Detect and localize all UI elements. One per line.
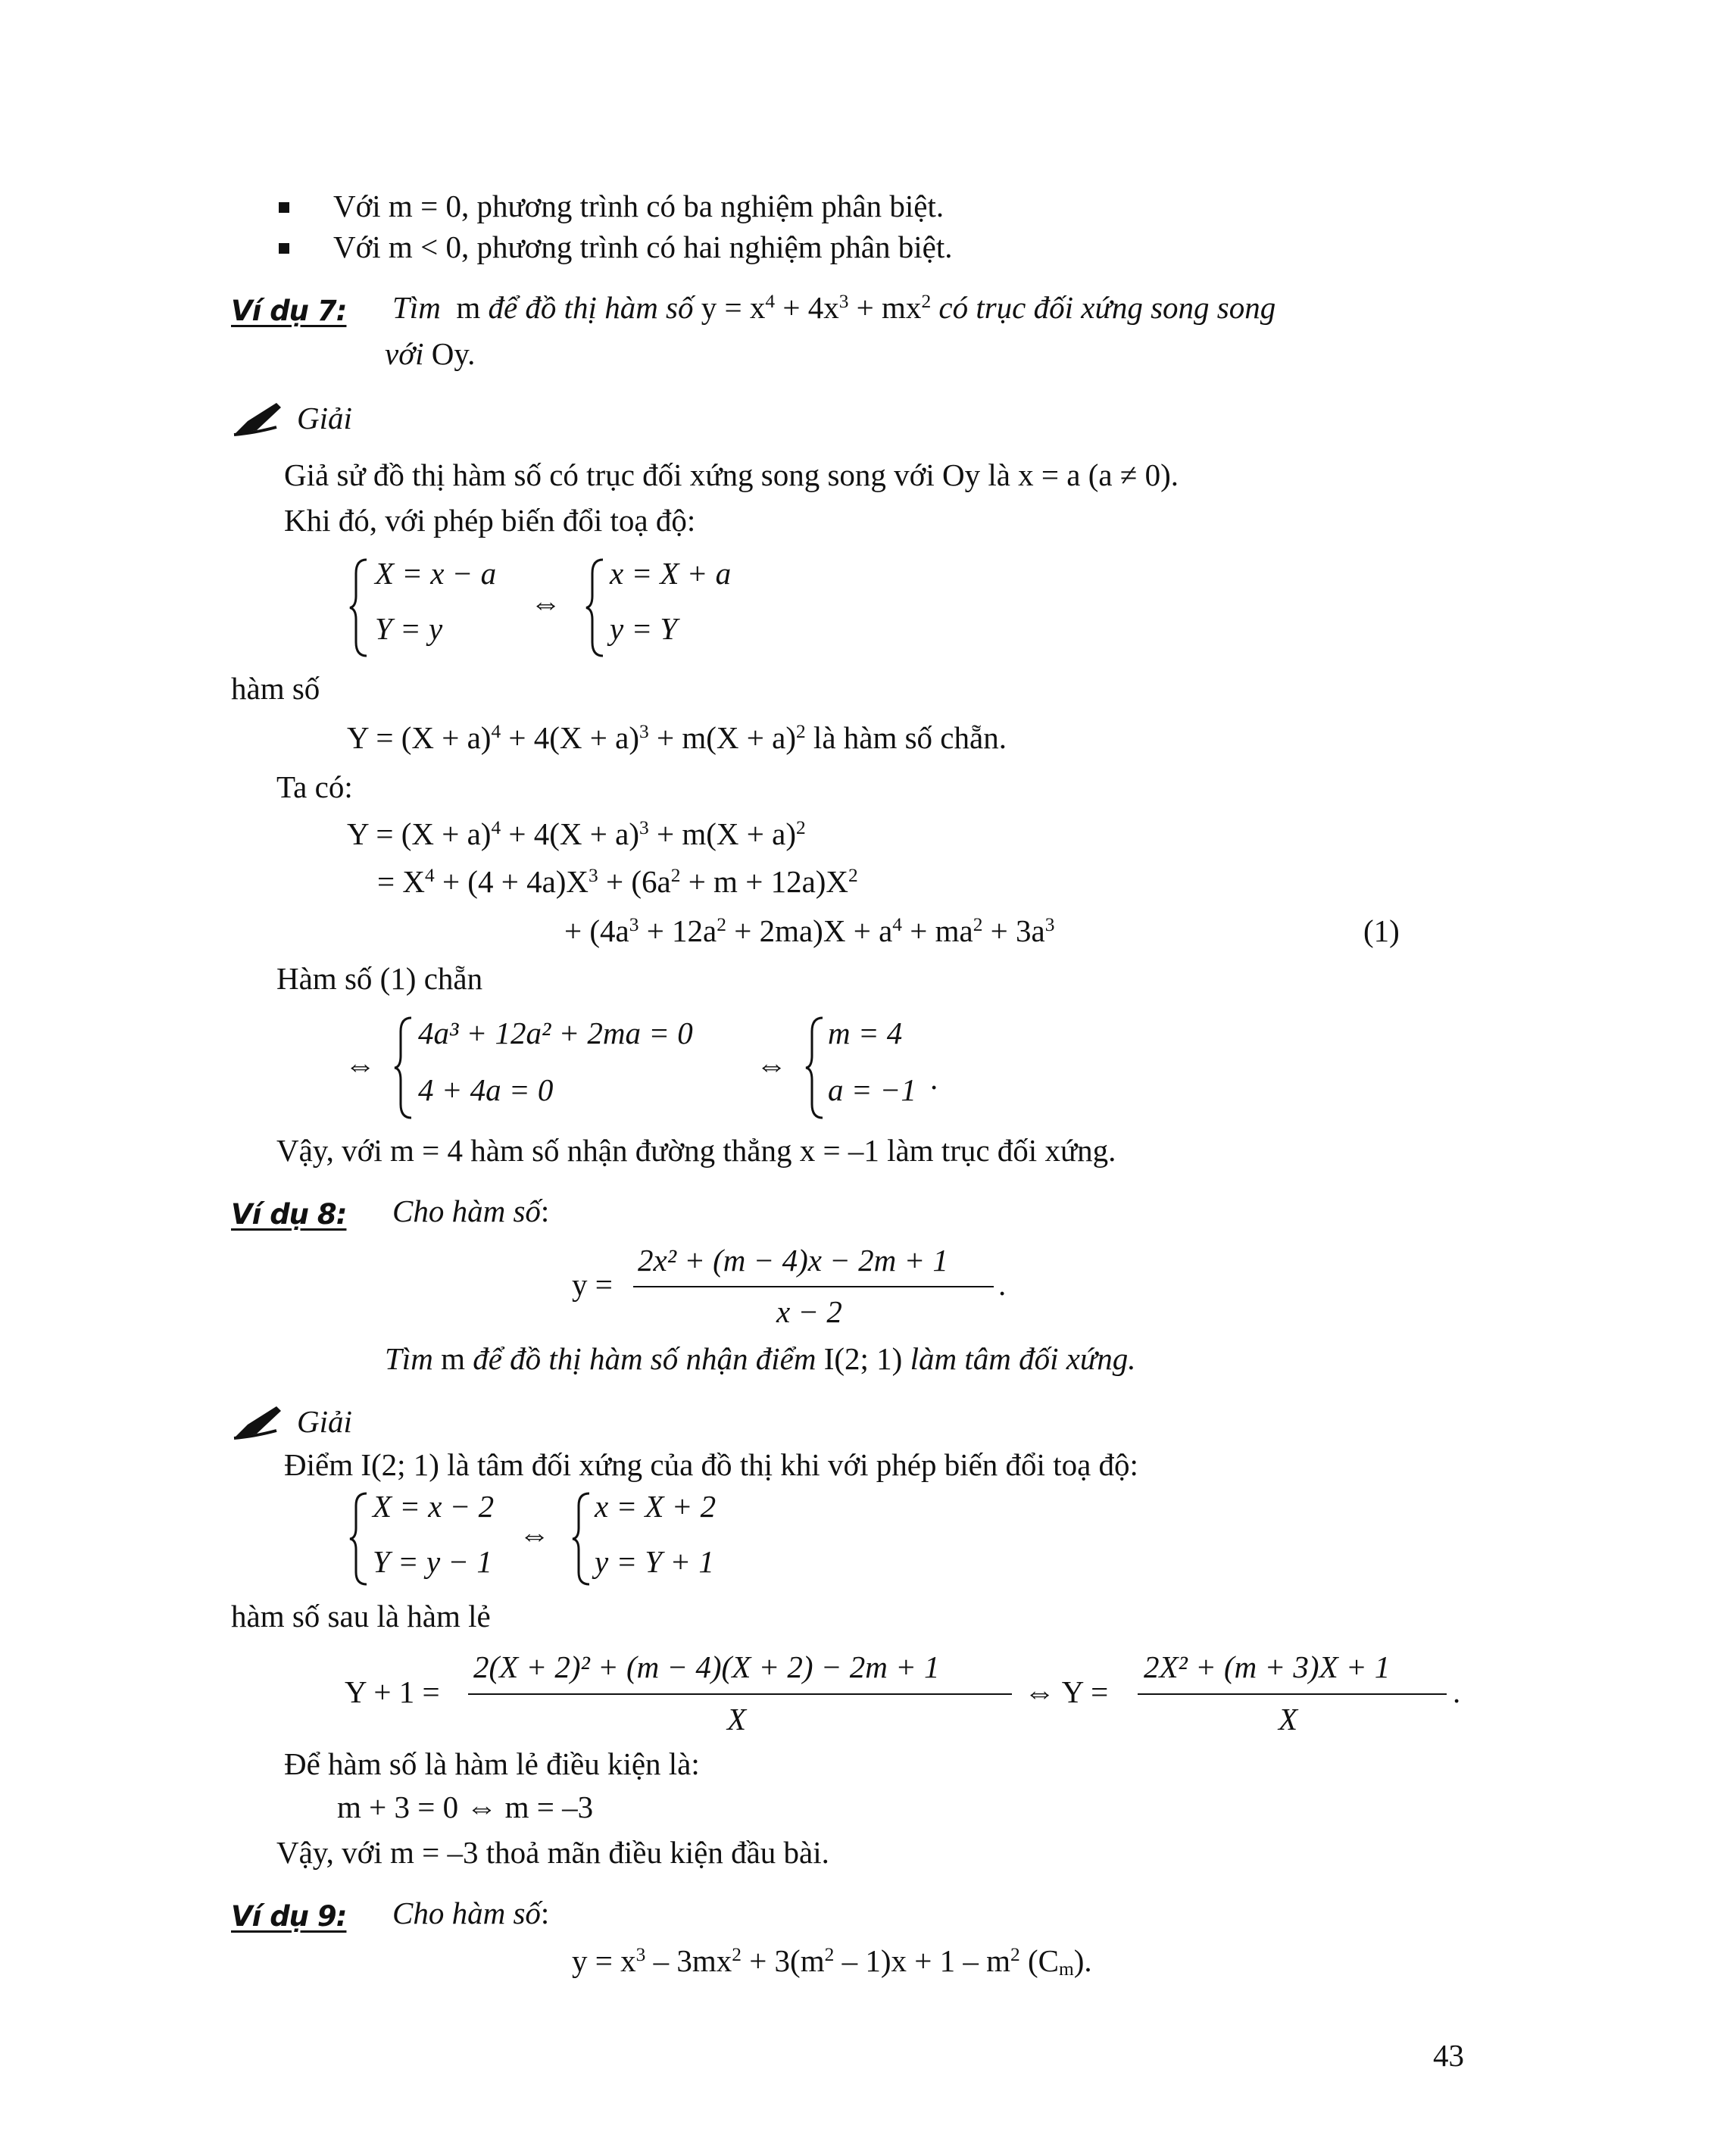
system-line: 4a³ + 12a² + 2ma = 0 [418,1016,693,1050]
system-line: 4 + 4a = 0 [418,1072,554,1107]
paragraph: Vậy, với m = 4 hàm số nhận đường thẳng x = –1 làm trục đối xứng. [276,1133,1116,1168]
left-brace-icon [803,1015,826,1121]
example-8-statement: Cho hàm số: [392,1194,550,1228]
example-label: Ví dụ 7: [231,295,347,327]
equivalence-symbol: ⇔ [345,1047,376,1082]
fraction-bar [468,1693,1012,1695]
solution-label: Giải [297,1404,352,1439]
paragraph: Vậy, với m = –3 thoả mãn điều kiện đầu bài. [276,1835,829,1870]
equation-number: (1) [1363,913,1400,948]
left-brace-icon [583,557,606,659]
example-8-heading [231,1195,346,1232]
fraction-numerator: 2X² + (m + 3)X + 1 [1144,1649,1391,1684]
paragraph: Hàm số (1) chẵn [276,961,483,996]
left-brace-icon [347,557,370,659]
example-label: Ví dụ 8: [231,1198,347,1231]
equation-line: $Y = (X + a)^4 + 4(X + a)^3 + m(X + a)^2$ [347,816,806,851]
left-brace-icon [570,1490,592,1587]
system-line: m = 4 [828,1016,903,1050]
fraction-bar [1138,1693,1447,1695]
system-line: Y = y [375,611,443,646]
paragraph: Khi đó, với phép biến đổi toạ độ: [284,503,696,538]
system-line: x = X + a [610,556,732,591]
example-8-task: Tìm m để đồ thị hàm số nhận điểm I(2; 1) làm tâm đối xứng. [385,1341,1136,1376]
fraction-denominator: x − 2 [776,1294,842,1329]
bullet-item: Với m < 0, phương trình có hai nghiệm phân biệt. [333,229,953,264]
fraction-bar [633,1286,994,1287]
equation-lhs: y = [572,1267,613,1302]
equation-line: m + 3 = 0 ⇔ m = –3 [337,1790,594,1824]
paragraph: Điểm I(2; 1) là tâm đối xứng của đồ thị khi với phép biến đổi toạ độ: [284,1447,1138,1482]
equation-line: = $X^4 + (4 + 4a)X^3 + (6a^2 + m + 12a)X^2$ [377,864,858,899]
equation-line: $Y = (X + a)^4 + 4(X + a)^3 + m(X + a)^2$ là hàm số chẵn. [347,720,1007,755]
bullet-marker [279,243,289,254]
system-line: a = −1 [828,1072,916,1107]
left-brace-icon [347,1490,370,1587]
equivalence-symbol: ⇔ [756,1047,787,1082]
equation-line: + $(4a^3 + 12a^2 + 2ma)X + a^4 + ma^2 + 3a^3$ [564,913,1055,948]
equation-lhs: ⇔ Y = [1024,1674,1109,1709]
paragraph: Giả sử đồ thị hàm số có trục đối xứng song song với Oy là x = a (a ≠ 0). [284,457,1179,492]
fraction-denominator: X [1279,1702,1298,1737]
system-line: y = Y + 1 [595,1544,714,1579]
example-7-heading [231,292,346,329]
equation-lhs: Y + 1 = [345,1674,440,1709]
punctuation: . [1453,1674,1461,1709]
solution-label: Giải [297,401,352,435]
punctuation: . [998,1267,1007,1302]
fraction-denominator: X [727,1702,747,1737]
example-9-statement: Cho hàm số: [392,1896,550,1930]
pen-icon [231,1403,284,1441]
bullet-item: Với m = 0, phương trình có ba nghiệm phân biệt. [333,189,944,223]
fraction-numerator: 2x² + (m − 4)x − 2m + 1 [638,1243,948,1278]
system-line: y = Y [610,611,678,646]
example-9-heading [231,1897,346,1934]
paragraph: Để hàm số là hàm lẻ điều kiện là: [284,1746,700,1781]
equation-line: $y = x^3 - 3mx^2 + 3(m^2 - 1)x + 1 - m^2$ $(C_m)$. [572,1943,1092,1980]
example-7-statement: Tìm m để đồ thị hàm số $y = x^4 + 4x^3 + mx^2$ có trục đối xứng song song [392,290,1276,325]
equivalence-symbol: ⇔ [530,585,561,620]
left-brace-icon [392,1015,414,1121]
system-line: x = X + 2 [595,1489,717,1524]
example-7-statement-2: với Oy. [385,336,476,371]
paragraph: hàm số [231,671,320,706]
equivalence-symbol: ⇔ [519,1517,550,1552]
system-line: Y = y − 1 [373,1544,492,1579]
paragraph: hàm số sau là hàm lẻ [231,1599,491,1634]
fraction-numerator: 2(X + 2)² + (m − 4)(X + 2) − 2m + 1 [473,1649,940,1684]
paragraph: Ta có: [276,769,353,804]
pen-icon [231,400,284,438]
system-line: X = x − 2 [373,1489,495,1524]
page-number: 43 [1433,2038,1464,2073]
punctuation: . [930,1061,938,1096]
bullet-marker [279,202,289,213]
example-label: Ví dụ 9: [231,1900,347,1933]
system-line: X = x − a [375,556,497,591]
